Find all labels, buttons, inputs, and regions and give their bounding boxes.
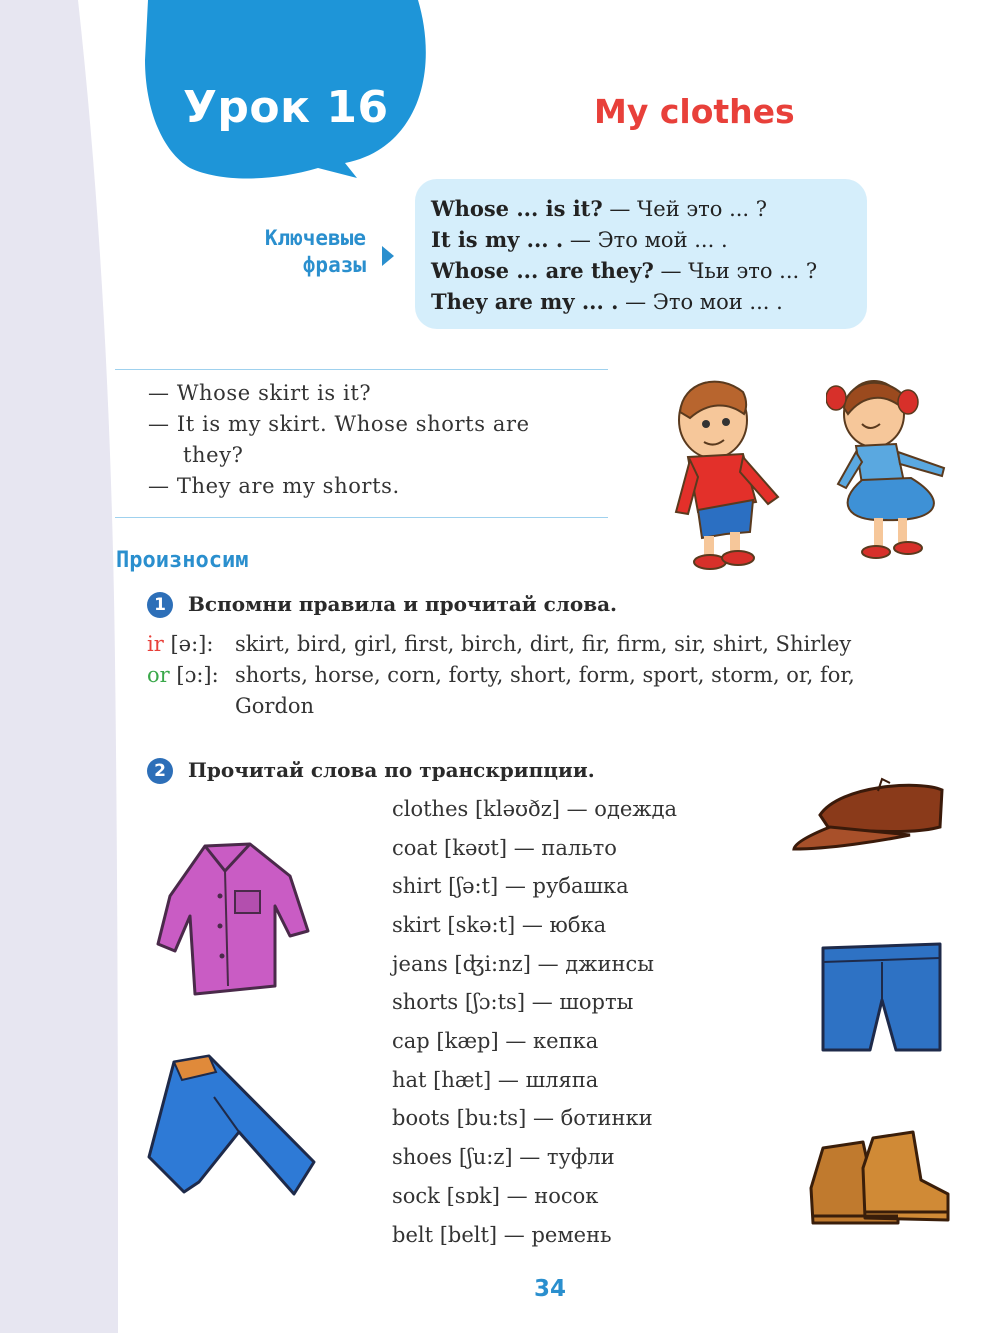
key-phrases-label-line2: фразы (302, 253, 366, 277)
key-phrase-line: Whose ... is it? — Чей это ... ? (431, 196, 768, 221)
shorts-illustration (818, 940, 948, 1055)
rule-or-words: shorts, horse, corn, forty, short, form, sport, storm, or, for, (235, 663, 855, 687)
rule-ir-words: skirt, bird, girl, first, birch, dirt, fir, firm, sir, shirt, Shirley (235, 632, 852, 656)
dialog-line: they? (183, 443, 244, 467)
dialog-line: — They are my shorts. (148, 474, 400, 498)
rule-ir-line (147, 632, 213, 656)
boy-illustration (668, 372, 793, 572)
vocab-item: skirt [skə:t] — юбка (392, 913, 607, 937)
vocab-item: belt [belt] — ремень (392, 1223, 612, 1247)
rule-sound: [ə:]: (170, 632, 214, 656)
key-phrase-line: It is my ... . — Это мой ... . (431, 227, 728, 252)
vocab-item: jeans [ʤi:nz] — джинсы (392, 952, 654, 976)
rule-or-line (147, 663, 219, 687)
section-heading-pronounce: Произносим (116, 548, 249, 573)
vocab-item: coat [kəʊt] — пальто (392, 836, 617, 860)
vocab-item: sock [sɒk] — носок (392, 1184, 599, 1208)
task-number-badge: 2 (147, 758, 173, 784)
dialog-line: — Whose skirt is it? (148, 381, 372, 405)
cap-illustration (790, 775, 950, 855)
rule-sound: [ɔ:]: (176, 663, 219, 687)
vocab-item: clothes [kləʊðz] — одежда (392, 797, 678, 821)
vocab-item: shorts [ʃɔ:ts] — шорты (392, 990, 634, 1014)
vocab-item: hat [hæt] — шляпа (392, 1068, 599, 1092)
key-phrases-label-line1: Ключевые (264, 226, 366, 250)
key-phrases-label (190, 225, 366, 279)
key-phrase-line: Whose ... are they? — Чьи это ... ? (431, 258, 818, 283)
jeans-illustration (144, 1052, 329, 1202)
boots-illustration (803, 1128, 953, 1233)
task-number-badge: 1 (147, 592, 173, 618)
topic-title: My clothes (594, 92, 795, 131)
rule-or-words-cont: Gordon (235, 694, 315, 718)
divider-top (115, 369, 608, 370)
arrow-right-icon (380, 244, 396, 268)
shirt-illustration (150, 836, 315, 1001)
divider-bottom (115, 517, 608, 518)
rule-letters: ir (147, 632, 164, 656)
key-phrase-line: They are my ... . — Это мои ... . (431, 289, 783, 314)
girl-illustration (826, 372, 976, 567)
lesson-title: Урок 16 (183, 82, 389, 133)
rule-letters: or (147, 663, 170, 687)
vocab-item: shirt [ʃə:t] — рубашка (392, 874, 629, 898)
task-1-instruction: Вспомни правила и прочитай слова. (188, 592, 618, 616)
task-2-instruction: Прочитай слова по транскрипции. (188, 758, 595, 782)
page-number: 34 (533, 1276, 566, 1302)
vocab-item: cap [kæp] — кепка (392, 1029, 599, 1053)
vocab-item: shoes [ʃu:z] — туфли (392, 1145, 615, 1169)
vocab-item: boots [bu:ts] — ботинки (392, 1106, 653, 1130)
dialog-line: — It is my skirt. Whose shorts are (148, 412, 530, 436)
